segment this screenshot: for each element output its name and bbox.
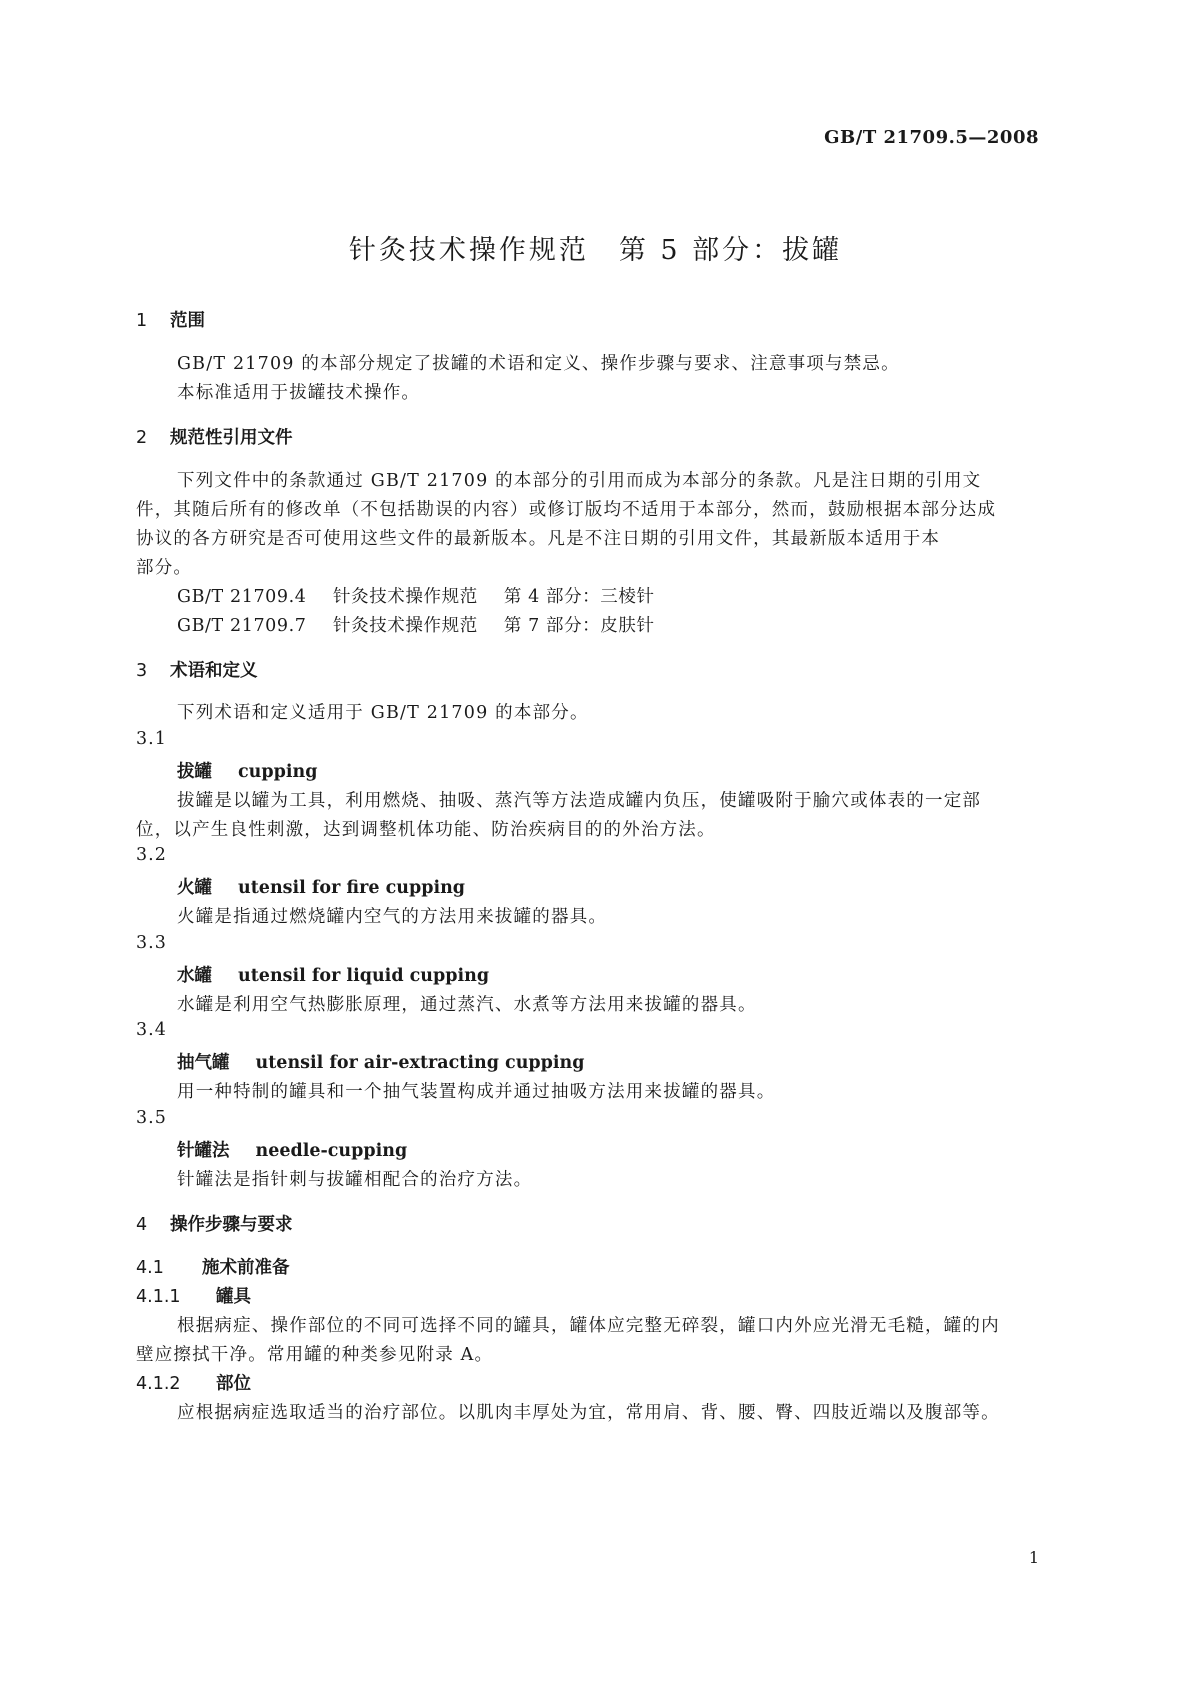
term-zh: 水罐 xyxy=(177,966,212,986)
standard-number: GB/T 21709.5—2008 xyxy=(824,127,1039,148)
term-entry xyxy=(177,1137,407,1162)
subsection-title: 施术前准备 xyxy=(202,1258,290,1278)
section-title: 规范性引用文件 xyxy=(170,428,293,448)
term-number: 3.4 xyxy=(136,1020,167,1040)
term-zh: 火罐 xyxy=(177,878,212,898)
section-2-heading xyxy=(136,424,293,449)
term-entry xyxy=(177,962,489,987)
section-number: 2 xyxy=(136,428,148,448)
paragraph-line: 壁应擦拭干净。常用罐的种类参见附录 A。 xyxy=(136,1345,494,1365)
paragraph-line: 下列文件中的条款通过 GB/T 21709 的本部分的引用而成为本部分的条款。凡是注日期的引用文 xyxy=(177,471,982,491)
term-definition: 水罐是利用空气热膨胀原理，通过蒸汽、水煮等方法用来拔罐的器具。 xyxy=(177,995,757,1015)
subsection-number: 4.1 xyxy=(136,1258,164,1278)
subsection-number: 4.1.2 xyxy=(136,1374,181,1394)
paragraph-line: 根据病症、操作部位的不同可选择不同的罐具，罐体应完整无碎裂，罐口内外应光滑无毛糙，罐的内 xyxy=(177,1316,1000,1336)
term-definition: 拔罐是以罐为工具，利用燃烧、抽吸、蒸汽等方法造成罐内负压，使罐吸附于腧穴或体表的一定部 xyxy=(177,791,982,811)
reference-code: GB/T 21709.4 xyxy=(177,587,307,607)
section-title: 术语和定义 xyxy=(170,661,258,681)
normative-reference xyxy=(177,612,655,637)
paragraph: 本标准适用于拔罐技术操作。 xyxy=(177,383,421,403)
term-number: 3.5 xyxy=(136,1108,167,1128)
section-4-heading xyxy=(136,1211,293,1236)
term-zh: 抽气罐 xyxy=(177,1053,230,1073)
subsubsection-heading xyxy=(136,1283,251,1308)
term-number: 3.2 xyxy=(136,845,167,865)
term-definition: 针罐法是指针刺与拔罐相配合的治疗方法。 xyxy=(177,1170,533,1190)
reference-title: 针灸技术操作规范 xyxy=(333,616,478,636)
paragraph: GB/T 21709 的本部分规定了拔罐的术语和定义、操作步骤与要求、注意事项与禁忌。 xyxy=(177,354,900,374)
term-zh: 拔罐 xyxy=(177,762,212,782)
document-title: 针灸技术操作规范 第 5 部分：拔罐 xyxy=(348,235,843,266)
reference-title: 针灸技术操作规范 xyxy=(333,587,478,607)
subsubsection-heading xyxy=(136,1370,251,1395)
page-number: 1 xyxy=(1028,1548,1039,1567)
section-1-heading xyxy=(136,307,205,332)
subsection-title: 部位 xyxy=(216,1374,251,1394)
normative-reference xyxy=(177,583,655,608)
term-definition: 火罐是指通过燃烧罐内空气的方法用来拔罐的器具。 xyxy=(177,907,608,927)
section-title: 操作步骤与要求 xyxy=(170,1215,293,1235)
section-number: 4 xyxy=(136,1215,148,1235)
term-entry xyxy=(177,874,465,899)
section-number: 1 xyxy=(136,311,148,331)
paragraph: 下列术语和定义适用于 GB/T 21709 的本部分。 xyxy=(177,703,589,723)
subsection-title: 罐具 xyxy=(216,1287,251,1307)
term-en: cupping xyxy=(238,762,318,782)
paragraph-line: 件，其随后所有的修改单（不包括勘误的内容）或修订版均不适用于本部分，然而，鼓励根据本部分达成 xyxy=(136,500,997,520)
term-en: utensil for liquid cupping xyxy=(238,966,490,986)
term-definition: 位，以产生良性刺激，达到调整机体功能、防治疾病目的的外治方法。 xyxy=(136,820,716,840)
subsection-heading xyxy=(136,1254,290,1279)
term-zh: 针罐法 xyxy=(177,1141,230,1161)
term-number: 3.1 xyxy=(136,729,167,749)
reference-part: 第 4 部分：三棱针 xyxy=(503,587,655,607)
term-entry xyxy=(177,758,317,783)
section-number: 3 xyxy=(136,661,148,681)
subsection-number: 4.1.1 xyxy=(136,1287,181,1307)
paragraph-line: 应根据病症选取适当的治疗部位。以肌肉丰厚处为宜，常用肩、背、腰、臀、四肢近端以及腹部等。 xyxy=(177,1403,1000,1423)
term-number: 3.3 xyxy=(136,933,167,953)
term-entry xyxy=(177,1049,585,1074)
term-en: needle-cupping xyxy=(255,1141,408,1161)
term-definition: 用一种特制的罐具和一个抽气装置构成并通过抽吸方法用来拔罐的器具。 xyxy=(177,1082,776,1102)
section-title: 范围 xyxy=(170,311,205,331)
term-en: utensil for air-extracting cupping xyxy=(255,1053,585,1073)
term-en: utensil for fire cupping xyxy=(238,878,466,898)
paragraph-line: 协议的各方研究是否可使用这些文件的最新版本。凡是不注日期的引用文件，其最新版本适用于本 xyxy=(136,529,941,549)
paragraph-line: 部分。 xyxy=(136,558,193,578)
reference-code: GB/T 21709.7 xyxy=(177,616,307,636)
section-3-heading xyxy=(136,657,258,682)
reference-part: 第 7 部分：皮肤针 xyxy=(503,616,655,636)
